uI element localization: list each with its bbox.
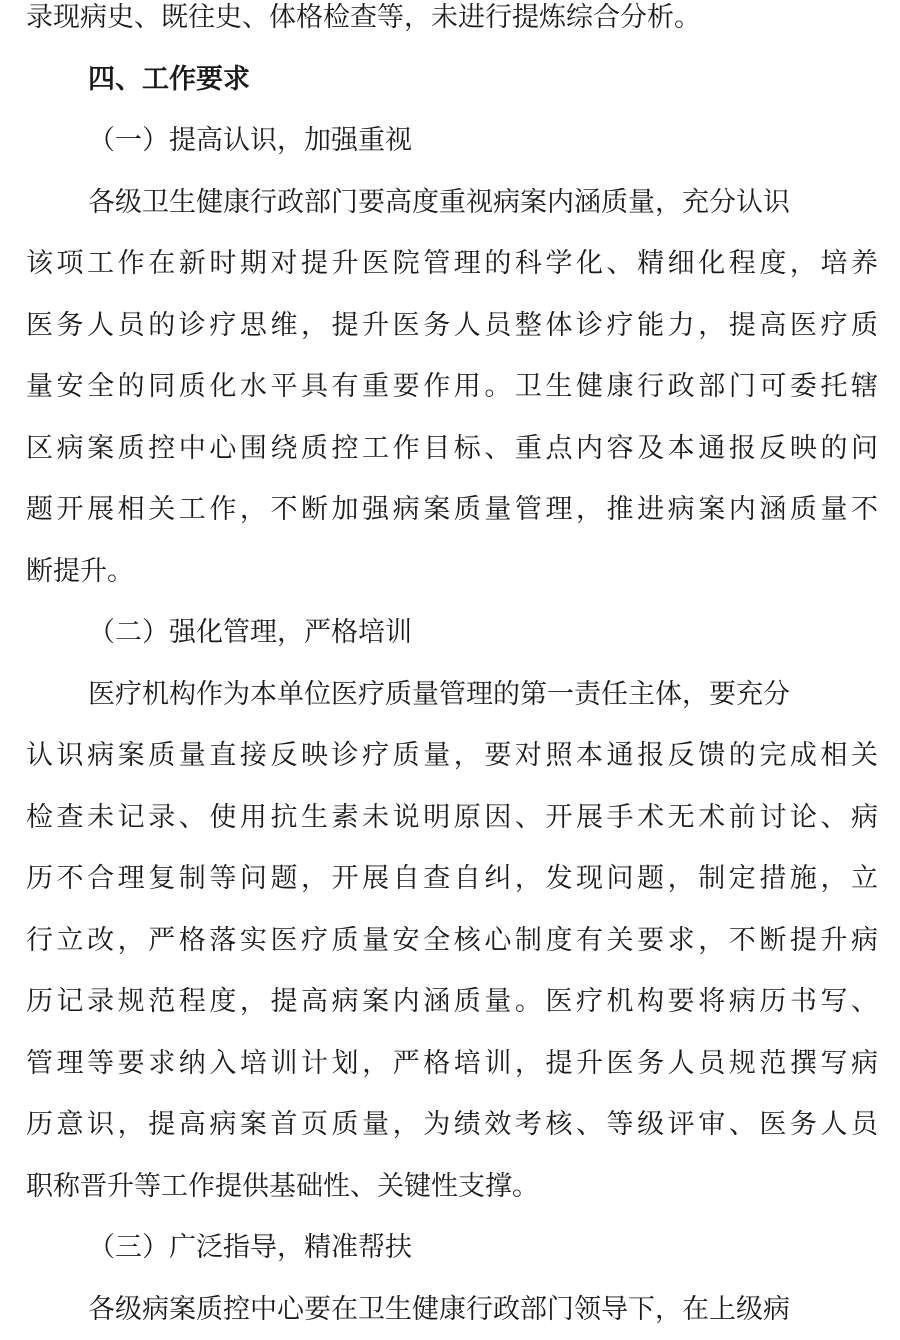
paragraph-line: 量安全的同质化水平具有重要作用。卫生健康行政部门可委托辖 <box>26 356 878 418</box>
section-heading: 四、工作要求 <box>26 49 878 111</box>
paragraph-line: 历不合理复制等问题，开展自查自纠，发现问题，制定措施，立 <box>26 848 878 910</box>
continuation-text: 录现病史、既往史、体格检查等，未进行提炼综合分析。 <box>26 0 878 49</box>
paragraph-line: 各级病案质控中心要在卫生健康行政部门领导下，在上级病 <box>26 1279 878 1340</box>
subsection-heading-1: （一）提高认识，加强重视 <box>26 110 878 172</box>
paragraph-line: 题开展相关工作，不断加强病案质量管理，推进病案内涵质量不 <box>26 479 878 541</box>
paragraph-line: 医疗机构作为本单位医疗质量管理的第一责任主体，要充分 <box>26 664 878 726</box>
paragraph-line: 医务人员的诊疗思维，提升医务人员整体诊疗能力，提高医疗质 <box>26 295 878 357</box>
paragraph-line: 区病案质控中心围绕质控工作目标、重点内容及本通报反映的问 <box>26 418 878 480</box>
paragraph-line: 管理等要求纳入培训计划，严格培训，提升医务人员规范撰写病 <box>26 1033 878 1095</box>
paragraph-line: 各级卫生健康行政部门要高度重视病案内涵质量，充分认识 <box>26 172 878 234</box>
paragraph-line: 该项工作在新时期对提升医院管理的科学化、精细化程度，培养 <box>26 233 878 295</box>
paragraph-line: 历记录规范程度，提高病案内涵质量。医疗机构要将病历书写、 <box>26 971 878 1033</box>
subsection-heading-3: （三）广泛指导，精准帮扶 <box>26 1217 878 1279</box>
subsection-heading-2: （二）强化管理，严格培训 <box>26 602 878 664</box>
paragraph-line: 断提升。 <box>26 541 878 603</box>
paragraph-line: 职称晋升等工作提供基础性、关键性支撑。 <box>26 1156 878 1218</box>
paragraph-line: 检查未记录、使用抗生素未说明原因、开展手术无术前讨论、病 <box>26 787 878 849</box>
paragraph-line: 行立改，严格落实医疗质量安全核心制度有关要求，不断提升病 <box>26 910 878 972</box>
paragraph-line: 历意识，提高病案首页质量，为绩效考核、等级评审、医务人员 <box>26 1094 878 1156</box>
paragraph-line: 认识病案质量直接反映诊疗质量，要对照本通报反馈的完成相关 <box>26 725 878 787</box>
